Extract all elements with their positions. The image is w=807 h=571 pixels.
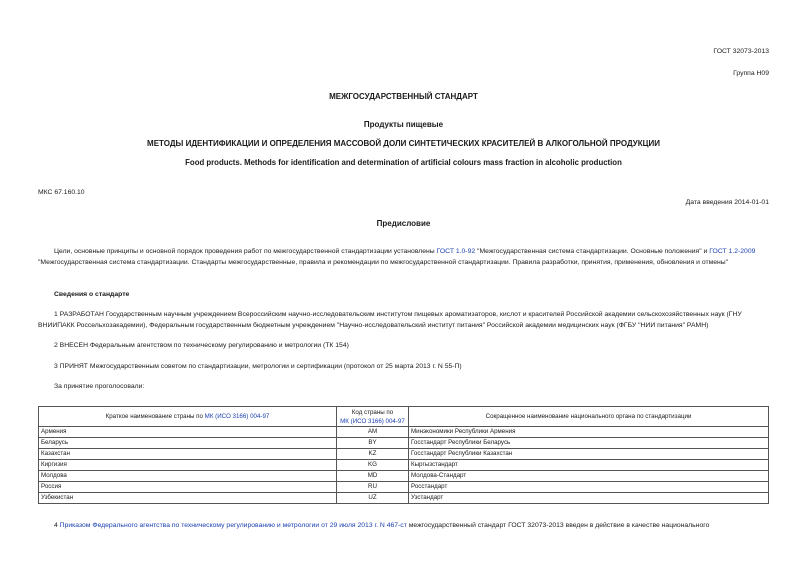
standards-body: Узстандарт [409,493,769,504]
gost-1-2-2009-link[interactable]: ГОСТ 1.2-2009 [709,248,756,255]
table-row [39,471,769,482]
gost-1-0-92-link[interactable]: ГОСТ 1.0-92 [436,248,476,255]
col-body-header: Сокращенное наименование национального органа по стандартизации [409,407,769,427]
country-name: Молдова [39,471,337,482]
voted-label: За принятие проголосовали: [54,383,145,390]
group-code: Группа Н09 [733,70,769,77]
item4-number: 4 [54,522,60,529]
table-row [39,493,769,504]
item4-text: межгосударственный стандарт ГОСТ 32073-2013 введен в действие в качестве национального [406,522,710,529]
standard-title-en: Food products. Methods for identification and determination of artificial colours mass fraction in alcoholic production [185,158,622,167]
standards-body: Минэкономики Республики Армения [409,427,769,438]
standard-subject: Продукты пищевые [363,120,444,129]
table-row [39,438,769,449]
intro-text-1: Цели, основные принципы и основной порядок проведения работ по межгосударственной стандартизации установлены [54,248,437,255]
foreword-intro [38,247,768,268]
standards-body: Госстандарт Республики Казахстан [409,449,769,460]
about-standard-heading: Сведения о стандарте [54,291,130,298]
table-row [39,482,769,493]
item-enacted [38,521,768,532]
country-name: Беларусь [39,438,337,449]
order-467-link[interactable]: Приказом Федерального агентства по техническому регулированию и метрологии от 29 июля 2013 г. N 467-ст [59,522,407,529]
intro-text-2: "Межгосударственная система стандартизации. Основные положения" и [475,248,710,255]
intro-date: Дата введения 2014-01-01 [685,199,769,206]
standard-title-ru: МЕТОДЫ ИДЕНТИФИКАЦИИ И ОПРЕДЕЛЕНИЯ МАССОВОЙ ДОЛИ СИНТЕТИЧЕСКИХ КРАСИТЕЛЕЙ В АЛКОГОЛЬНОЙ ПРОДУКЦИИ [147,139,660,148]
mk-iso-3166-link[interactable]: МК (ИСО 3166) 004-97 [204,413,270,420]
table-row [39,427,769,438]
country-code: MD [337,471,409,482]
country-code: KG [337,460,409,471]
voting-countries-table [38,406,769,504]
intro-text-3: "Межгосударственная система стандартизации. Стандарты межгосударственные, правила и рекомендации по межгосударственной стандартизации. Правила разработки, принятия, применения, обновления и отмены" [38,258,729,266]
country-name: Казахстан [39,449,337,460]
country-code: KZ [337,449,409,460]
mks-code: МКС 67.160.10 [38,189,85,196]
standards-body: Кыргызстандарт [409,460,769,471]
standards-body: Росстандарт [409,482,769,493]
col-country-text: Краткое наименование страны по [105,413,205,420]
mk-iso-3166-code-link[interactable]: МК (ИСО 3166) 004-97 [340,417,405,425]
item-submitted: 2 ВНЕСЕН Федеральным агентством по техническому регулированию и метрологии (ТК 154) [54,342,349,349]
item-adopted: 3 ПРИНЯТ Межгосударственным советом по стандартизации, метрологии и сертификации (протокол от 25 марта 2013 г. N 55-П) [54,363,462,370]
country-code: AM [337,427,409,438]
country-name: Киргизия [39,460,337,471]
col-country-header [39,407,337,427]
table-header-row [39,407,769,427]
country-name: Армения [39,427,337,438]
foreword-heading: Предисловие [376,219,431,228]
col-code-text: Код страны по [351,408,394,416]
col-code-header [337,407,409,427]
standard-kind: МЕЖГОСУДАРСТВЕННЫЙ СТАНДАРТ [329,92,478,101]
country-name: Узбекистан [39,493,337,504]
country-code: RU [337,482,409,493]
country-name: Россия [39,482,337,493]
standards-body: Госстандарт Республики Беларусь [409,438,769,449]
standards-body: Молдова-Стандарт [409,471,769,482]
table-row [39,460,769,471]
standard-id: ГОСТ 32073-2013 [713,48,769,55]
table-row [39,449,769,460]
item-developed: 1 РАЗРАБОТАН Государственным научным учреждением Всероссийским научно-исследовательским институтом пищевых ароматизаторов, кислот и красителей Российской академии сельскохозяйственных наук (ГНУ ВНИИПАКК Россельхозакадемии), Федеральным государственным бюджетным учреждением "Научно-исследовательский институт питания" Российской академии медицинских наук (ФГБУ "НИИ питания" РАМН) [38,311,742,329]
country-code: BY [337,438,409,449]
country-code: UZ [337,493,409,504]
